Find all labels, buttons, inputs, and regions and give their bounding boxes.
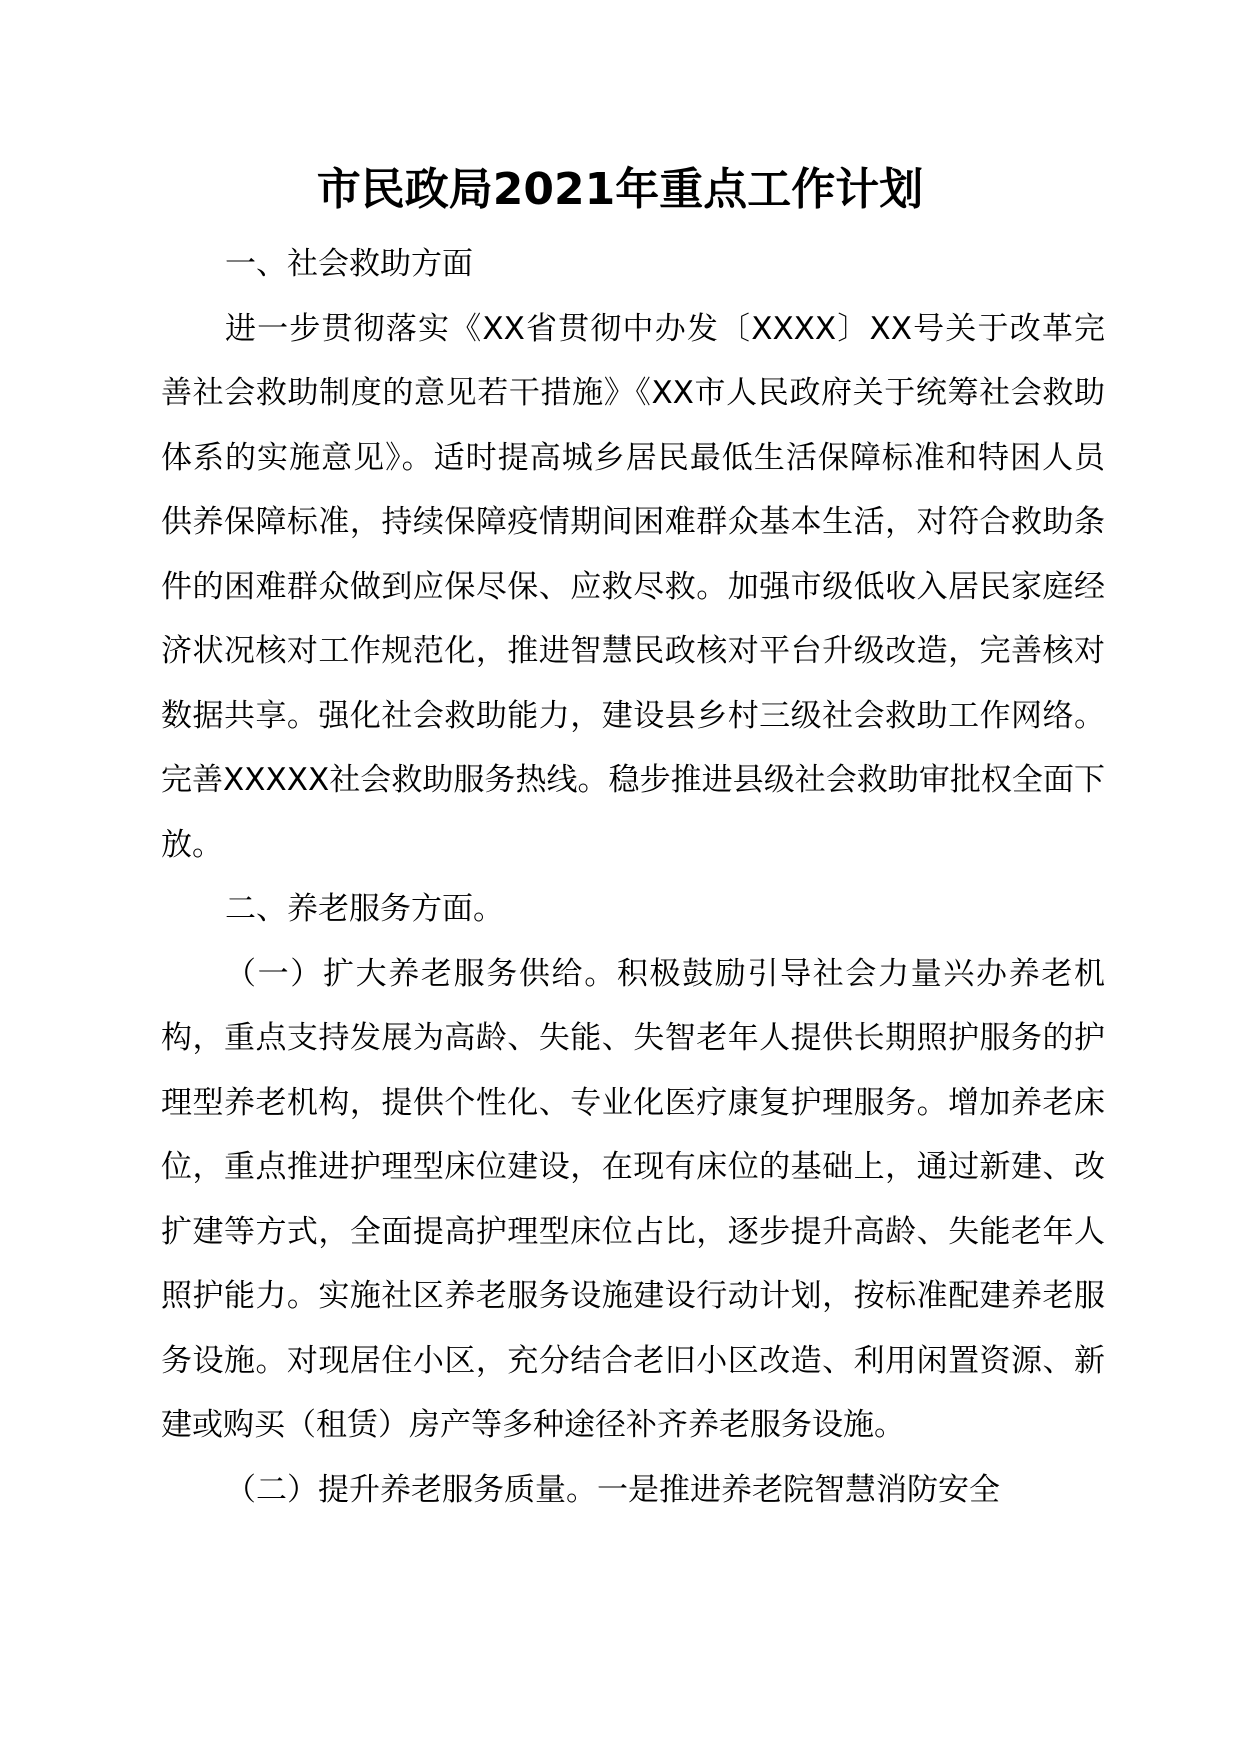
section-heading-elderly-care: 二、养老服务方面。: [225, 891, 504, 927]
section-heading-social-assistance: 一、社会救助方面: [225, 246, 473, 282]
paragraph-social-assistance: 进一步贯彻落实《XX省贯彻中办发〔XXXX〕XX号关于改革完善社会救助制度的意见若干措施》《XX市人民政府关于统筹社会救助体系的实施意见》。适时提高城乡居民最低生活保障标准和特困人员供养保障标准，持续保障疫情期间困难群众基本生活，对符合救助条件的困难群众做到应保尽保、应救尽救。加强市级低收入居民家庭经济状况核对工作规范化，推进智慧民政核对平台升级改造，完善核对数据共享。强化社会救助能力，建设县乡村三级社会救助工作网络。完善XXXXX社会救助服务热线。稳步推进县级社会救助审批权全面下放。: [161, 310, 1105, 863]
document-body: [161, 232, 1105, 1522]
paragraph-expand-elderly-care-supply: （一）扩大养老服务供给。积极鼓励引导社会力量兴办养老机构，重点支持发展为高龄、失能、失智老年人提供长期照护服务的护理型养老机构，提供个性化、专业化医疗康复护理服务。增加养老床位，重点推进护理型床位建设，在现有床位的基础上，通过新建、改扩建等方式，全面提高护理型床位占比，逐步提升高龄、失能老年人照护能力。实施社区养老服务设施建设行动计划，按标准配建养老服务设施。对现居住小区，充分结合老旧小区改造、利用闲置资源、新建或购买（租赁）房产等多种途径补齐养老服务设施。: [161, 955, 1105, 1443]
paragraph-improve-elderly-care-quality: （二）提升养老服务质量。一是推进养老院智慧消防安全: [225, 1471, 1000, 1508]
document-title: 市民政局2021年重点工作计划: [316, 164, 924, 215]
